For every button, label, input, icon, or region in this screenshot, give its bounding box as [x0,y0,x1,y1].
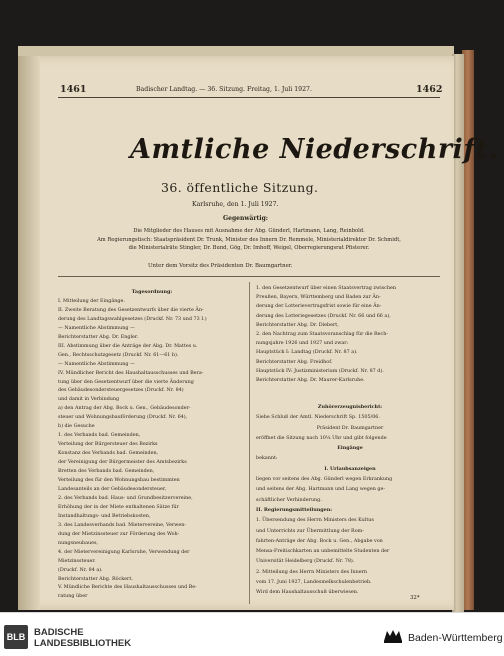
blb-name[interactable] [34,627,131,650]
right-column-top-line: Berichterstatter Abg. Dr. Maurer-Karlsruhe. [256,377,365,384]
bw-name[interactable]: Baden-Württemberg [408,632,503,644]
header-rule [58,97,440,98]
right-column-top-line: 2. den Nachtrag zum Staatsvoranschlag für die Rech- [256,331,388,338]
left-column-line: dung der Mietzinssteuer zur Förderung des Woh- [58,530,180,537]
left-column-line: 4. der Mietervereinigung Karlsruhe, Verwendung der [58,548,190,555]
column-divider [249,282,250,604]
left-column-line: tung über den Gesetzentwurf über die vierte Änderung [58,378,194,385]
signature-mark: 32* [410,595,420,601]
right-column-bottom-line: Universität Heidelberg (Druckf. Nr. 78). [256,558,355,565]
left-column-line: des Gebäudesondersteuergesetzes (Druckf. Nr. 84) [58,387,184,394]
left-column-line: 1. des Verbands bad. Gemeinden, [58,432,141,439]
left-column-line: Berichterstatter Abg. Dr. Engler. [58,333,139,340]
right-column-bottom-line: Zuhörerzeugnisbericht: [317,404,383,410]
place-date: Karlsruhe, den 1. Juli 1927. [192,201,279,208]
right-column-bottom-line: liegen vor seitens des Abg. Günderl wegen Erkrankung [256,476,393,483]
left-column [58,288,246,601]
left-column-line: — Namentliche Abstimmung — [58,360,135,367]
document-page [18,56,499,610]
right-column-bottom-line: Siehe Schluß der Amtl. Niederschrift Sp. 1505/06. [256,414,380,421]
left-column-line: II. Zweite Beratung des Gesetzentwurfs über die vierte Än- [58,306,204,313]
left-column-line: a) den Antrag der Abg. Bock u. Gen., Gebäudesonder- [58,405,191,412]
right-column-bottom-line: eröffnet die Sitzung nach 10¼ Uhr und gibt folgende [256,434,387,441]
left-column-line: Verteilung des für den Wohnungsbau bestimmten [58,477,180,484]
blb-name-line1: BADISCHE [34,627,84,638]
left-column-line: Tagesordnung: [131,289,173,295]
present-lines-line: Die Mitglieder des Hauses mit Ausnahme der Abg. Günderl, Hartmann, Lang, Reinbold. [133,228,365,234]
page-stack-top [18,46,454,56]
left-column-line: und damit in Verbindung [58,396,120,403]
left-column-line: steuer und Wohnungsbauförderung (Druckf. Nr. 64), [58,414,188,421]
right-column-bottom-line: Präsident Dr. Baumgartner [316,424,384,431]
left-column-line: I. Mitteilung der Eingänge. [58,297,125,304]
right-column-top-line: 1. den Gesetzentwurf über einen Staatsvertrag zwischen [256,285,396,291]
left-column-line: 2. des Verbands bad. Haus- und Grundbesitzervereine, [58,494,193,501]
right-column-bottom-line: und seitens der Abg. Hartmann und Lang wegen ge- [256,486,385,493]
right-column-top-line: derung des Lotteriegesetzes (Druckf. Nr. 66 und 66 a), [256,312,391,319]
page-title: Amtliche Niederschrift. [130,134,499,165]
right-column-agenda [256,284,444,385]
right-column-top-line: nungsjahre 1926 und 1927 und zwar: [256,340,349,347]
left-column-line: — Namentliche Abstimmung — [58,324,135,331]
right-column-bottom-line: Wird dem Haushaltausschuß überwiesen. [256,589,359,596]
right-column-top-line: Berichterstatter Abg. Dr. Diebert, [256,321,339,328]
right-column-bottom-line: 1. Übersendung des Herrn Ministers des Kultus [256,517,374,524]
left-column-line: Konstanz des Verbands bad. Gemeinden, [58,450,159,457]
library-footer [0,612,504,656]
left-column-line: der Vereinigung der Bürgermeister des Amtsbezirks [58,459,187,466]
right-column-bottom-line: fahrten-Anträge der Abg. Bock u. Gen., Abgabe von [256,537,383,544]
present-lines-line: die Ministerialräte Stingler, Dr. Bund, Gög, Dr. Imhoff, Weigel, Oberregierungsrat Pfisterer. [128,245,370,251]
chair-line: Unter dem Vorsitz des Präsidenten Dr. Baumgartner. [148,263,293,269]
page-gutter [18,56,40,610]
left-column-line: Gen., Rechtsschutzgesetz (Druckf. Nr. 61—61 b). [58,351,179,358]
blb-name-line2: LANDESBIBLIOTHEK [34,638,132,650]
left-column-line: Landesanteils an der Gebäudesondersteuer, [58,485,167,492]
present-list [54,227,444,253]
left-column-line: ratung über [58,593,88,600]
left-column-line: IV. Mündlicher Bericht des Haushaltausschusses und Bera- [58,369,204,376]
right-column-top-line: Preußen, Bayern, Württemberg und Baden zur Än- [256,294,381,301]
right-column-minutes [256,402,444,598]
left-column-line: b) die Gesuche [58,423,95,430]
right-page-number: 1462 [416,84,443,95]
session-title: 36. öffentliche Sitzung. [161,180,319,195]
right-column-bottom-line: bekannt: [256,455,278,462]
right-column-bottom-line: II. Regierungsmitteilungen: [256,506,333,513]
left-column-line: derung des Landtagswahlgesetzes (Druckf. Nr. 73 und 73 I.) [58,315,207,322]
left-column-line: Verteilung der Bürgersteuer des Bezirks [58,441,158,448]
right-column-bottom-line: schäftlicher Verhinderung. [256,496,322,503]
right-column-bottom-line: vom 17. Juni 1927, Landesmelkschulenbetrieb. [256,579,372,586]
left-column-line: (Druckf. Nr. 84 a). [58,566,103,573]
left-column-line: nungsneubaues, [58,539,99,546]
right-column-bottom-line: Mensa-Freitischkarten an unbemittelte Studenten der [256,548,390,555]
right-column-bottom-line: I. Urlaubsanzeigen [324,465,376,472]
present-lines-line: Am Regierungstisch: Staatspräsident Dr. Trunk, Minister des Innern Dr. Remmele, Ministerialdirektor Dr. Schmidt, [97,236,401,243]
right-column-top-line: Berichterstatter Abg. Freidhof. [256,358,333,365]
left-column-line: Instandhaltungs- und Betriebskosten, [58,512,151,519]
left-column-line: Berichterstatter Abg. Röckert. [58,575,133,582]
right-column-bottom-line: und Unterrichts zur Übermittlung der Rom- [256,527,364,534]
blb-logo[interactable]: BLB [4,625,28,649]
left-column-line: V. Mündliche Berichte des Haushaltausschusses und Be- [58,584,197,591]
left-page-number: 1461 [60,84,87,95]
right-column-top-line: Hauptstück I: Landtag (Druckf. Nr. 87 a). [256,349,358,356]
right-column-bottom-line: 2. Mitteilung des Herrn Ministers des Innern [256,568,368,575]
baden-wuerttemberg-lions-icon[interactable] [382,627,404,645]
left-column-line: Bretten des Verbands bad. Gemeinden, [58,468,155,475]
section-rule [58,276,440,277]
right-column-bottom-line: Eingänge [337,445,363,452]
left-column-line: Mietzinssteuer. [58,557,96,564]
left-column-line: 3. des Landesverbands bad. Mietervereine, Verwen- [58,521,187,528]
left-column-line: III. Abstimmung über die Anträge der Abg. Dr. Mattes u. [58,342,198,349]
running-head: Badischer Landtag. — 36. Sitzung. Freitag, 1. Juli 1927. [136,86,312,93]
present-label: Gegenwärtig: [223,215,268,222]
right-column-top-line: derung der Lotterievertragsfrist sowie für eine Än- [256,303,382,310]
right-column-top-line: Hauptstück IV: Justizministerium (Druckf. Nr. 87 d). [256,367,384,374]
left-column-line: Erhöhung der in der Miete enthaltenen Sätze für [58,503,179,510]
